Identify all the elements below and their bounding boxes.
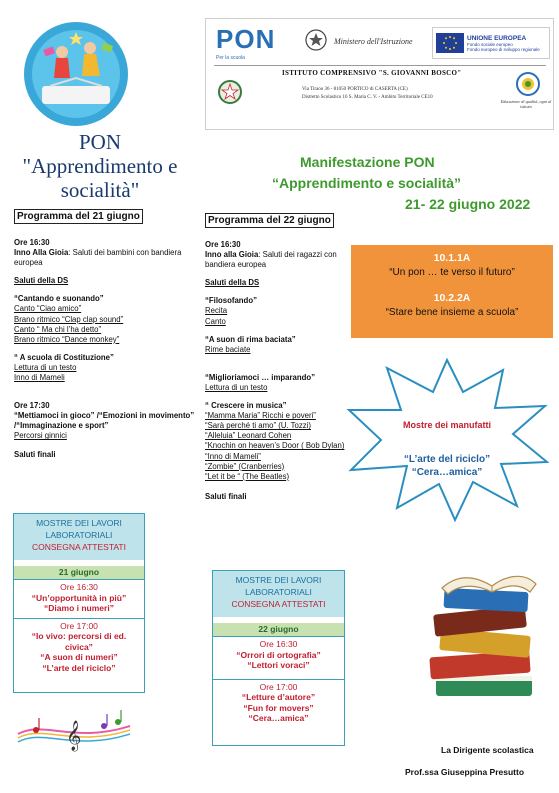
pon-logo-text: PON [216,24,276,54]
project-code-2: 10.2.2A [433,292,471,304]
list-item: “Alleluia” Leonard Cohen [205,431,292,441]
pon-logo [216,24,294,64]
starburst-line1: “L’arte del riciclo” [403,454,491,465]
program-22-miglioriamoci: “Miglioriamoci … imparando” [205,372,316,382]
eu-flag-icon [436,33,464,53]
ex22-heading2: LABORATORIALI [245,587,312,597]
pon-logo-sub: Per la scuola [216,55,245,61]
ex22-time1: Ore 16:30 [259,639,298,649]
eu-title: UNIONE EUROPEA [467,34,527,42]
ex21-date: 21 giugno [14,566,144,579]
ex21-heading1: MOSTRE DEI LAVORI [36,518,122,528]
event-dates: 21- 22 giugno 2022 [405,196,531,212]
eu-line1: Fondo sociale europeo [467,41,513,47]
event-subtitle: “Apprendimento e socialità” [272,175,462,191]
kids-reading-logo-icon [20,18,132,130]
program-21-time1: Ore 16:30 [14,238,50,247]
program-22-heading: Programma del 22 giugno [205,213,334,228]
exhibition-21-box [13,513,145,693]
ex22-date: 22 giugno [213,623,344,636]
exhibition-starburst [345,358,549,522]
project-code-1: 10.1.1A [433,252,471,264]
books-stack-icon [422,566,544,706]
eu-line2: Fondo europeo di sviluppo regionale [467,46,540,52]
program-21-mettiamoci: “Mettiamoci in gioco” /“Emozioni in movimento” /“Immaginazione e sport” [14,411,195,431]
list-item: Lettura di un testo [14,362,77,372]
ex22-heading3: CONSEGNA ATTESTATI [231,599,326,609]
list-item: Recita [205,306,228,316]
list-item: Canto “ Ma chi l’ha detto” [14,324,102,334]
program-22-rima: “A suon di rima baciata” [205,334,296,344]
exhibition-22-box [212,570,345,746]
list-item: “Io vivo: percorsi di ed. [31,631,127,641]
list-item: “Knochin on heaven’s Door ( Bob Dylan) [205,441,345,451]
svg-text:𝄞: 𝄞 [66,721,82,751]
program-21-saluti-finali: Saluti finali [14,449,56,459]
list-item: Canto [205,316,226,326]
header-divider [214,65,546,66]
list-item: “Letture d’autore” [241,692,316,702]
list-item: “Mamma Maria” Ricchi e poveri” [205,411,316,421]
list-item: Brano ritmico “Dance monkey” [14,334,120,344]
school-name: ISTITUTO COMPRENSIVO "S. GIOVANNI BOSCO" [282,69,462,77]
list-item: “Inno di Mameli” [205,451,261,461]
program-22-saluti-ds: Saluti della DS [205,278,260,288]
list-item: “Lettori voraci” [247,660,310,670]
program-22-time1: Ore 16:30 [205,240,241,249]
project-title-1: “Un pon … te verso il futuro” [389,267,515,278]
ex21-time1: Ore 16:30 [60,582,98,592]
list-item: “Cera…amica” [248,713,309,723]
pon-title-line1: PON [78,130,121,154]
program-21-heading: Programma del 21 giugno [14,209,143,224]
list-item: Lettura di un testo [205,382,268,392]
program-22-filosofando: “Filosofando” [205,296,257,306]
program-21-time2: Ore 17:30 [14,401,50,411]
quality-logo-icon [510,71,546,97]
school-address: Via Tiraoo 36 - 81050 PORTICO di CASERTA (CE) [302,87,408,92]
quality-logo-caption: Educazione di qualità, ogni al istituto [500,99,552,109]
ex21-time2: Ore 17:00 [60,620,98,631]
ex22-time2: Ore 17:00 [259,681,298,692]
list-item: “A suon di numeri” [40,652,118,662]
starburst-shape-icon [345,358,549,522]
list-item: “Orrori di ortografia” [236,649,321,660]
school-district: Distretto Scolastico 16 S. Maria C. V. - Ambito Territoriale CE10 [302,95,433,100]
program-22-saluti-finali: Saluti finali [205,491,247,501]
ex21-heading3: CONSEGNA ATTESTATI [32,542,126,552]
project-codes-box [351,245,553,338]
music-notes-icon [14,700,134,756]
list-item: “Un’opportunità in più” [31,592,127,603]
list-item: “L’arte del riciclo” [42,662,116,673]
program-21-inno: Inno Alla Gioia: Saluti dei bambini con bandiera europea [14,248,182,268]
list-item: Inno di Mameli [14,373,65,383]
republic-emblem-icon [216,77,244,109]
event-title: Manifestazione PON [300,154,435,170]
program-21-saluti-ds: Saluti della DS [14,276,69,286]
list-item: “Sarà perché ti amo” (U. Tozzi) [205,421,312,431]
list-item: “Diamo i numeri” [44,603,114,613]
list-item: civica” [65,641,93,652]
program-22-inno: Inno alla Gioia: Saluti dei ragazzi con bandiera europea [205,250,337,270]
ex21-heading2: LABORATORIALI [45,530,113,540]
eu-logo [432,27,550,59]
starburst-line2: “Cera…amica” [411,467,483,478]
ex22-heading1: MOSTRE DEI LAVORI [235,575,322,585]
program-21-cantando: “Cantando e suonando” [14,294,104,304]
ministry-name: Ministero dell'Istruzione [334,37,413,46]
italy-emblem-icon [304,27,328,55]
list-item: “Zombie” (Cranberries) [205,461,285,471]
program-21-scuola: “ A scuola di Costituzione” [14,352,114,362]
program-21 [14,209,199,460]
list-item: “Fun for movers” [243,702,314,713]
list-item: “Let it be “ (The Beatles) [205,471,290,481]
pon-project-title [0,130,200,202]
signature-name: Prof.ssa Giuseppina Presutto [405,767,525,777]
list-item: Rime baciate [205,344,251,354]
signature-role: La Dirigente scolastica [441,745,534,755]
program-22 [205,213,365,502]
program-22-crescere: “ Crescere in musica” [205,401,287,411]
list-item: Percorsi ginnici [14,431,67,441]
letterhead [205,18,554,130]
list-item: Brano ritmico “Clap clap sound” [14,314,124,324]
starburst-title: Mostre dei manufatti [402,420,491,430]
project-title-2: “Stare bene insieme a scuola” [385,307,519,318]
list-item: Canto “Ciao amico” [14,304,82,314]
pon-title-line2: "Apprendimento e socialità" [22,154,178,202]
